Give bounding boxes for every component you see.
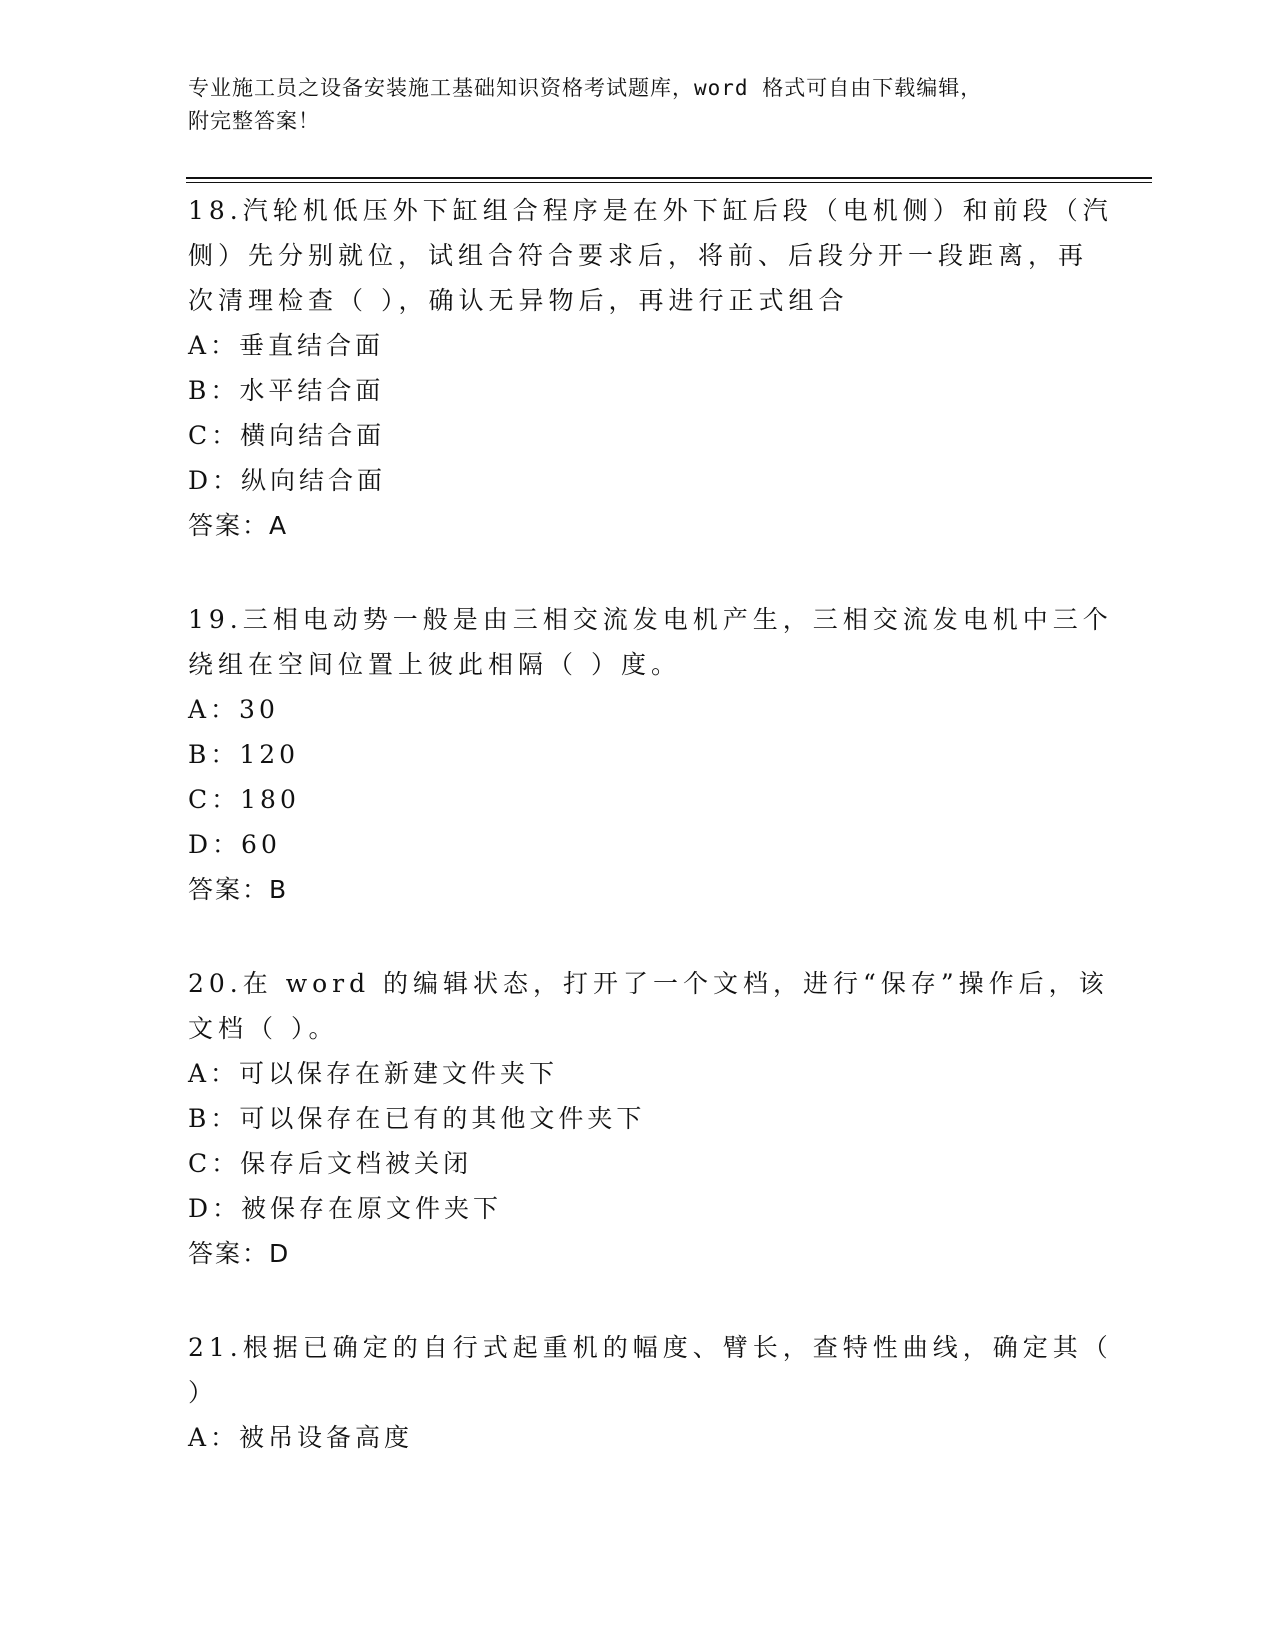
- option-d: D：被保存在原文件夹下: [188, 1194, 503, 1223]
- option-a: A：30: [188, 695, 279, 724]
- option-b: B：可以保存在已有的其他文件夹下: [188, 1104, 646, 1133]
- question-list: [188, 188, 1113, 1509]
- question-20: [188, 961, 1109, 1276]
- option-c: C：180: [188, 785, 300, 814]
- header-title-line-2: 附完整答案！: [188, 109, 320, 133]
- option-b: B：120: [188, 740, 300, 769]
- header-divider-thin: [186, 182, 1152, 183]
- option-d: D：纵向结合面: [188, 466, 387, 495]
- option-c: C：保存后文档被关闭: [188, 1149, 473, 1178]
- document-header: [188, 72, 1068, 138]
- question-text-line: ）: [188, 1378, 219, 1407]
- question-text-line: 侧）先分别就位，试组合符合要求后，将前、后段分开一段距离，再: [188, 241, 1089, 270]
- question-21: [188, 1325, 1113, 1460]
- question-text-line: 18.汽轮机低压外下缸组合程序是在外下缸后段（电机侧）和前段（汽: [188, 196, 1113, 225]
- question-text-line: 20.在 word 的编辑状态，打开了一个文档，进行“保存”操作后，该: [188, 969, 1109, 998]
- question-18: [188, 188, 1113, 548]
- option-a: A：被吊设备高度: [188, 1423, 414, 1452]
- question-text-line: 21.根据已确定的自行式起重机的幅度、臂长，查特性曲线，确定其（: [188, 1333, 1113, 1362]
- answer-text: 答案：B: [188, 875, 289, 904]
- option-d: D：60: [188, 830, 281, 859]
- answer-text: 答案：A: [188, 511, 289, 540]
- answer-text: 答案：D: [188, 1239, 291, 1268]
- question-text-line: 文档（ ）。: [188, 1014, 339, 1043]
- question-19: [188, 597, 1113, 912]
- question-text-line: 19.三相电动势一般是由三相交流发电机产生，三相交流发电机中三个: [188, 605, 1113, 634]
- header-title-line-1: 专业施工员之设备安装施工基础知识资格考试题库，word 格式可自由下载编辑，: [188, 76, 983, 100]
- question-text-line: 次清理检查（ ），确认无异物后，再进行正式组合: [188, 286, 849, 315]
- question-text-line: 绕组在空间位置上彼此相隔（ ）度。: [188, 650, 681, 679]
- option-a: A：垂直结合面: [188, 331, 385, 360]
- header-divider-thick: [186, 177, 1152, 179]
- option-c: C：横向结合面: [188, 421, 386, 450]
- option-b: B：水平结合面: [188, 376, 385, 405]
- option-a: A：可以保存在新建文件夹下: [188, 1059, 559, 1088]
